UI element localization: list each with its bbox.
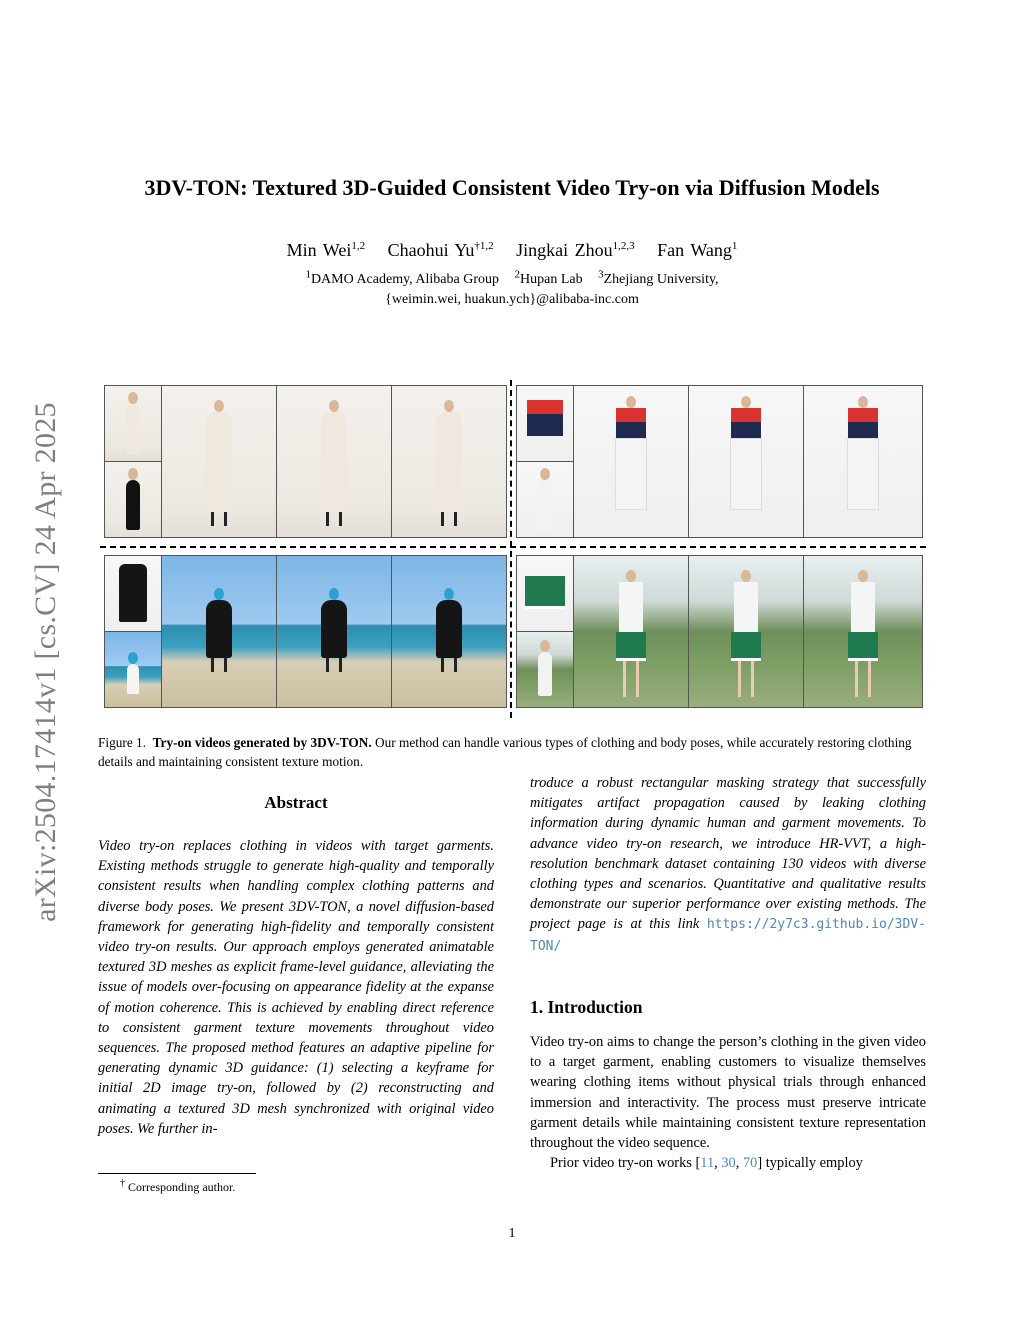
figure-caption xyxy=(98,733,928,771)
garment-thumbnail xyxy=(516,385,574,462)
try-on-frame xyxy=(161,385,277,538)
garment-thumbnail xyxy=(104,385,162,462)
try-on-frame xyxy=(688,385,804,538)
caption-label: Figure 1. xyxy=(98,735,147,750)
caption-lead: Try-on videos generated by 3DV-TON. xyxy=(152,735,372,750)
try-on-frame xyxy=(391,555,507,708)
figure-divider-horizontal xyxy=(100,546,926,548)
try-on-frame xyxy=(803,555,923,708)
project-page-link[interactable]: https://2y7c3.github.io/3DV-TON/ xyxy=(530,917,926,954)
citation-link[interactable]: 70 xyxy=(742,1155,758,1172)
abstract-continuation: troduce a robust rectangular masking strategy that successfully mitigates artifact propagation caused by leaking clothing information during dynamic human and garment movements. To advance video try-on research, we introduce HR-VVT, a high-resolution benchmark dataset containing 130 videos with diverse clothing types and scenarios. Quantitative and qualitative results demonstrate our superior performance over existing methods. The project page is at this link https://2y7c3.github.io/3DV-TON/ xyxy=(530,775,926,954)
try-on-frame xyxy=(391,385,507,538)
abstract-body: Video try-on replaces clothing in videos with target garments. Existing methods struggle to generate high-quality and temporally consistent results when handling complex clothing patterns and diverse body poses. We present 3DV-TON, a novel diffusion-based framework for generating high-fidelity and temporally consistent video try-on results. Our approach employs generated animatable textured 3D meshes as explicit frame-level guidance, alleviating the issue of models over-focusing on appearance fidelity at the expanse of motion coherence. This is achieved by enabling direct reference to consistent garment texture movements throughout video sequences. The proposed method features an adaptive pipeline for generating dynamic 3D guidance: (1) selecting a keyframe for initial 2D image try-on, followed by (2) reconstructing and animating a textured 3D mesh synchronized with original video poses. We further in- xyxy=(98,838,494,1137)
figure-1-image-grid xyxy=(100,380,926,720)
try-on-frame xyxy=(688,555,804,708)
source-video-thumbnail xyxy=(516,631,574,708)
try-on-frame xyxy=(803,385,923,538)
abstract-heading: Abstract xyxy=(264,793,328,812)
garment-thumbnail xyxy=(516,555,574,632)
footnote: † Corresponding author. xyxy=(120,1178,236,1194)
try-on-frame xyxy=(276,385,392,538)
arxiv-identifier-stamp: arXiv:2504.17414v1 [cs.CV] 24 Apr 2025 xyxy=(29,402,62,922)
paragraph: Prior video try-on works [11, 30, 70] typically employ xyxy=(550,1155,863,1172)
garment-thumbnail xyxy=(104,555,162,632)
citation-link[interactable]: 11 xyxy=(700,1155,715,1172)
introduction-body xyxy=(530,1032,926,1173)
citation-link[interactable]: 30 xyxy=(721,1155,736,1172)
try-on-frame xyxy=(161,555,277,708)
paper-title: 3DV-TON: Textured 3D-Guided Consistent Video Try-on via Diffusion Models xyxy=(144,175,880,200)
author: Min Wei$^{1,2}$ xyxy=(286,240,366,260)
try-on-frame xyxy=(573,555,689,708)
paragraph: Video try-on aims to change the person’s clothing in the given video to a target garment, enabling customers to visualize themselves wearing clothing items without physical trials through enhanced immersion and interactivity. The process must preserve intricate garment details while maintaining consistent texture representation throughout the video sequence. xyxy=(530,1034,926,1152)
author: Jingkai Zhou$^{1,2,3}$ xyxy=(516,240,635,260)
section-heading-introduction: 1. Introduction xyxy=(530,997,643,1017)
footnote-rule xyxy=(98,1173,256,1174)
page-number: 1 xyxy=(508,1226,516,1241)
affiliation: $^2$Hupan Lab xyxy=(514,268,583,287)
affiliation-list xyxy=(0,268,1024,288)
source-video-thumbnail xyxy=(516,461,574,538)
author-emails: {weimin.wei, huakun.ych}@alibaba-inc.com xyxy=(385,292,639,307)
affiliation: $^3$Zhejiang University, xyxy=(598,268,719,287)
try-on-frame xyxy=(276,555,392,708)
author: Chaohui Yu$^{\dagger 1,2}$ xyxy=(387,240,494,260)
source-video-thumbnail xyxy=(104,631,162,708)
author: Fan Wang$^1$ xyxy=(657,240,738,260)
figure-divider-vertical xyxy=(510,380,512,718)
try-on-frame xyxy=(573,385,689,538)
caption-text: Our method can handle various types of clothing and body poses, while accurately restoring clothing details and maintaining consistent texture motion. xyxy=(98,735,912,769)
author-list xyxy=(0,240,1024,261)
affiliation: $^1$DAMO Academy, Alibaba Group xyxy=(305,268,499,287)
source-video-thumbnail xyxy=(104,461,162,538)
